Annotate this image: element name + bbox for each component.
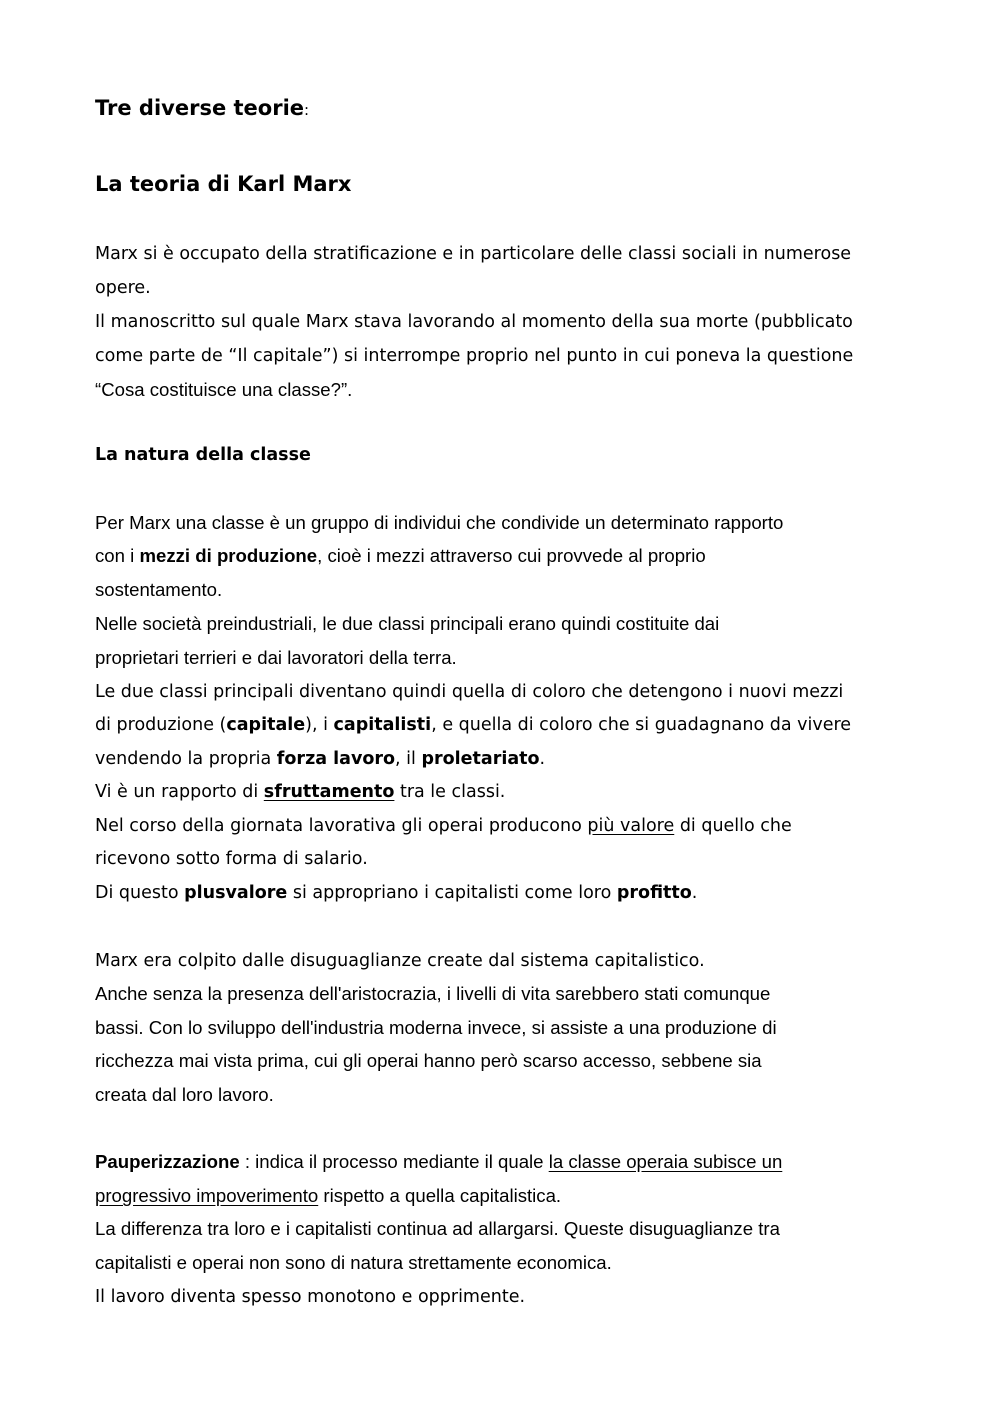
pauperizzazione-line-3: La differenza tra loro e i capitalisti continua ad allargarsi. Queste disuguaglianze tra: [95, 1218, 780, 1239]
bold-term: plusvalore: [184, 883, 288, 903]
text-run: .: [539, 749, 546, 769]
text-run: , cioè i mezzi attraverso cui provvede al proprio: [317, 545, 706, 566]
natura-line-1: Per Marx una classe è un gruppo di individui che condivide un determinato rapporto: [95, 512, 784, 533]
pauperizzazione-line-2: [95, 1185, 561, 1207]
natura-line-10: [95, 815, 792, 837]
intro-line-1: Marx si è occupato della stratificazione e in particolare delle classi sociali in numerose: [95, 244, 852, 264]
text-run: si appropriano i capitalisti come loro: [287, 883, 617, 903]
underlined-term: più valore: [587, 816, 675, 836]
main-heading: [95, 96, 309, 120]
underlined-term: progressivo impoverimento: [95, 1185, 319, 1206]
text-run: rispetto a quella capitalistica.: [318, 1185, 562, 1206]
subheading-natura: La natura della classe: [95, 445, 311, 465]
disuguaglianze-line-1: Marx era colpito dalle disuguaglianze create dal sistema capitalistico.: [95, 951, 705, 971]
intro-line-3: Il manoscritto sul quale Marx stava lavorando al momento della sua morte (pubblicato: [95, 312, 853, 332]
bold-term: Pauperizzazione: [95, 1151, 240, 1172]
bold-term: mezzi di produzione: [139, 545, 318, 566]
section-heading-marx: La teoria di Karl Marx: [95, 172, 352, 196]
intro-line-4: come parte de “Il capitale”) si interrompe proprio nel punto in cui poneva la questione: [95, 346, 854, 366]
underlined-term: la classe operaia subisce un: [548, 1151, 783, 1172]
bold-term: forza lavoro: [276, 749, 396, 769]
disuguaglianze-line-3: bassi. Con lo sviluppo dell'industria moderna invece, si assiste a una produzione di: [95, 1017, 777, 1038]
pauperizzazione-line-4: capitalisti e operai non sono di natura strettamente economica.: [95, 1252, 612, 1273]
bold-term: profitto: [616, 883, 692, 903]
natura-line-2: [95, 545, 706, 567]
text-run: , il: [395, 749, 422, 769]
main-heading-text: Tre diverse teorie: [95, 96, 305, 120]
bold-underlined-term: sfruttamento: [263, 782, 395, 802]
bold-term: proletariato: [421, 749, 540, 769]
bold-term: capitale: [226, 715, 306, 735]
disuguaglianze-line-5: creata dal loro lavoro.: [95, 1084, 274, 1105]
natura-line-8: [95, 748, 545, 770]
text-run: tra le classi.: [394, 782, 506, 802]
main-heading-colon: :: [304, 101, 310, 119]
text-run: vendendo la propria: [95, 749, 277, 769]
text-run: di quello che: [674, 816, 792, 836]
natura-line-3: sostentamento.: [95, 579, 223, 600]
intro-line-2: opere.: [95, 278, 151, 298]
natura-line-5: proprietari terrieri e dai lavoratori della terra.: [95, 647, 457, 668]
disuguaglianze-line-4: ricchezza mai vista prima, cui gli operai hanno però scarso accesso, sebbene sia: [95, 1050, 762, 1071]
text-run: Di questo: [95, 883, 185, 903]
natura-line-4: Nelle società preindustriali, le due classi principali erano quindi costituite dai: [95, 613, 720, 634]
text-run: ), i: [305, 715, 334, 735]
natura-line-11: ricevono sotto forma di salario.: [95, 849, 368, 869]
text-run: con i: [95, 545, 140, 566]
text-run: .: [691, 883, 698, 903]
disuguaglianze-line-2: Anche senza la presenza dell'aristocrazia, i livelli di vita sarebbero stati comunque: [95, 983, 771, 1004]
natura-line-12: [95, 882, 697, 904]
text-run: di produzione (: [95, 715, 227, 735]
pauperizzazione-line-5: Il lavoro diventa spesso monotono e opprimente.: [95, 1287, 526, 1307]
text-run: Vi è un rapporto di: [95, 782, 264, 802]
text-run: Nel corso della giornata lavorativa gli operai producono: [95, 816, 588, 836]
text-run: , e quella di coloro che si guadagnano da vivere: [431, 715, 852, 735]
text-run: : indica il processo mediante il quale: [239, 1151, 549, 1172]
bold-term: capitalisti: [333, 715, 432, 735]
natura-line-7: [95, 714, 851, 736]
natura-line-6: Le due classi principali diventano quindi quella di coloro che detengono i nuovi mezzi: [95, 682, 844, 702]
natura-line-9: [95, 781, 505, 803]
intro-line-5: “Cosa costituisce una classe?”.: [95, 379, 353, 400]
pauperizzazione-line-1: [95, 1151, 782, 1173]
